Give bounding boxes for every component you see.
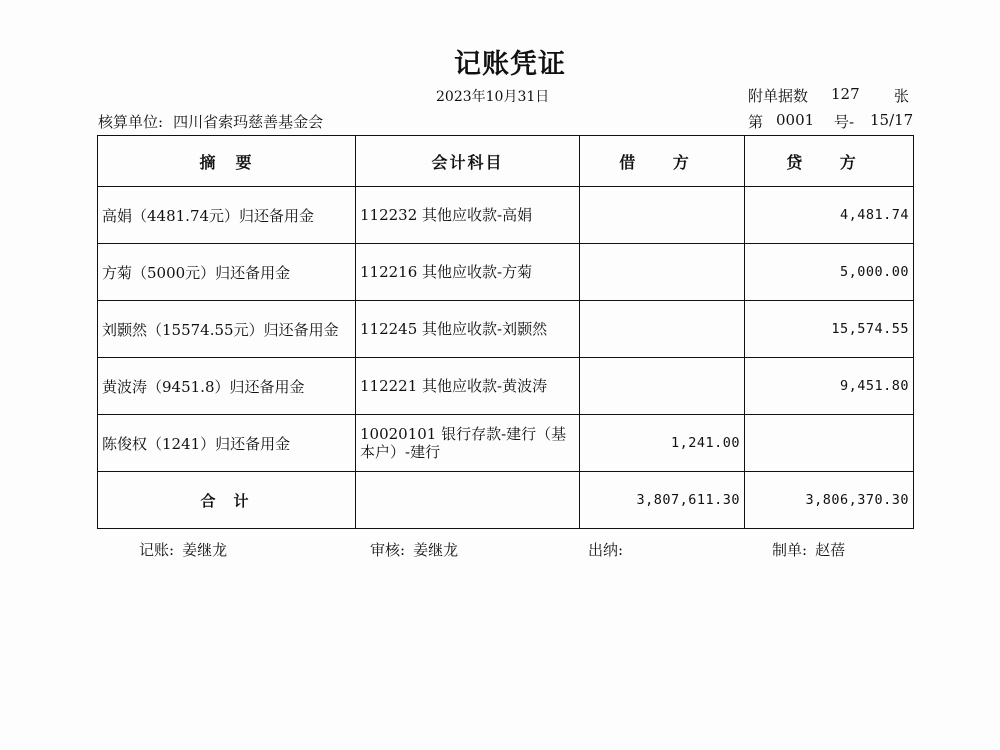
row-account: 112221 其他应收款-黄波涛 xyxy=(356,358,580,415)
header-credit: 贷 方 xyxy=(745,136,914,187)
row-credit: 15,574.55 xyxy=(745,301,914,358)
total-label xyxy=(98,472,356,529)
accounting-unit xyxy=(98,111,323,132)
sign-preparer-label: 制单: xyxy=(772,541,808,559)
total-credit: 3,806,370.30 xyxy=(745,472,914,529)
row-account: 10020101 银行存款-建行（基本户）-建行 xyxy=(356,415,580,472)
row-credit: 9,451.80 xyxy=(745,358,914,415)
document-title: 记账凭证 xyxy=(454,49,566,80)
accounting-unit-value: 四川省索玛慈善基金会 xyxy=(173,113,324,131)
header-summary: 摘 要 xyxy=(98,136,356,187)
row-summary: 黄波涛（9451.8）归还备用金 xyxy=(98,358,356,415)
row-account: 112232 其他应收款-高娟 xyxy=(356,187,580,244)
total-row xyxy=(98,472,914,529)
row-credit xyxy=(745,415,914,472)
sign-cashier-label: 出纳: xyxy=(588,541,624,559)
row-summary: 方菊（5000元）归还备用金 xyxy=(98,244,356,301)
voucher-date: 2023年10月31日 xyxy=(436,89,550,105)
table-row xyxy=(98,301,914,358)
row-debit: 1,241.00 xyxy=(580,415,745,472)
total-blank-cell xyxy=(356,472,580,529)
attachment-unit: 张 xyxy=(894,87,910,105)
row-debit xyxy=(580,301,745,358)
table-row xyxy=(98,187,914,244)
voucher-number-mid: 号- xyxy=(834,113,855,131)
row-summary: 陈俊权（1241）归还备用金 xyxy=(98,415,356,472)
accounting-unit-label: 核算单位: xyxy=(98,113,164,131)
sign-bookkeeper-label: 记账: xyxy=(139,541,175,559)
sign-preparer-name: 赵蓓 xyxy=(815,541,846,559)
sign-reviewer-name: 姜继龙 xyxy=(413,541,459,559)
row-account: 112245 其他应收款-刘颢然 xyxy=(356,301,580,358)
voucher-table xyxy=(97,135,914,529)
sign-preparer xyxy=(772,539,845,560)
sign-bookkeeper-name: 姜继龙 xyxy=(182,541,228,559)
row-debit xyxy=(580,187,745,244)
header-account: 会计科目 xyxy=(356,136,580,187)
row-account: 112216 其他应收款-方菊 xyxy=(356,244,580,301)
header-debit: 借 方 xyxy=(580,136,745,187)
sign-reviewer-label: 审核: xyxy=(370,541,406,559)
total-label-text: 合计 xyxy=(200,491,267,510)
table-header-row xyxy=(98,136,914,187)
row-credit: 5,000.00 xyxy=(745,244,914,301)
voucher-number-prefix: 第 xyxy=(748,113,764,131)
voucher-number-value: 0001 xyxy=(776,111,815,129)
sign-reviewer xyxy=(370,539,458,560)
table-row xyxy=(98,244,914,301)
row-credit: 4,481.74 xyxy=(745,187,914,244)
row-summary: 刘颢然（15574.55元）归还备用金 xyxy=(98,301,356,358)
attachment-label: 附单据数 xyxy=(748,87,809,105)
attachment-number: 127 xyxy=(831,85,860,103)
voucher-sequence: 15/17 xyxy=(870,111,914,129)
row-debit xyxy=(580,244,745,301)
total-debit: 3,807,611.30 xyxy=(580,472,745,529)
row-debit xyxy=(580,358,745,415)
sign-cashier xyxy=(588,539,631,560)
table-row xyxy=(98,415,914,472)
sign-bookkeeper xyxy=(139,539,227,560)
row-summary: 高娟（4481.74元）归还备用金 xyxy=(98,187,356,244)
table-row xyxy=(98,358,914,415)
